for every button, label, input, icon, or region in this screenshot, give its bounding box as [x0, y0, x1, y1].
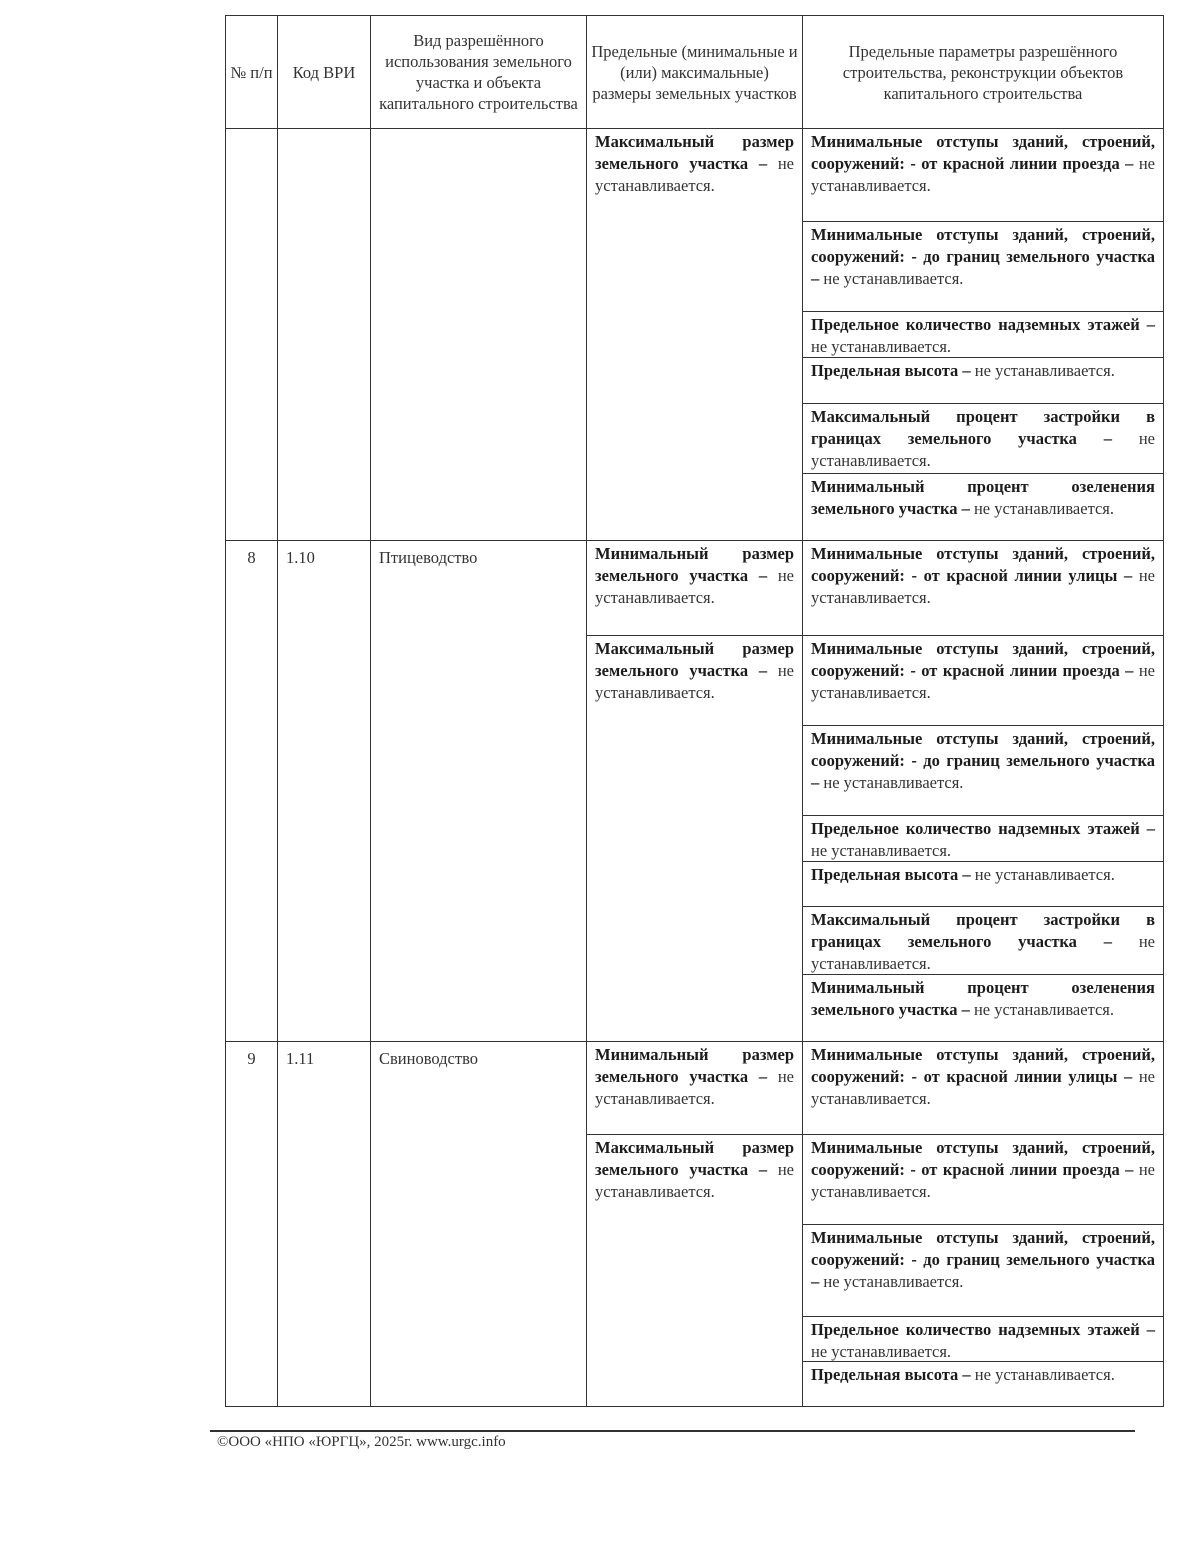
block-value: не устанавливается.: [823, 773, 964, 792]
block-sublabel: - от красной линии улицы –: [911, 1067, 1133, 1086]
block-sublabel: - до границ земельного участка –: [811, 1250, 1155, 1291]
params-cell-block: [803, 1224, 1163, 1316]
block-value: не устанавливается.: [595, 154, 794, 195]
block-sublabel: - от красной линии проезда –: [910, 661, 1134, 680]
params-cell-block: [803, 403, 1163, 473]
block-label: Минимальные отступы зданий, строений, сооружений:: [811, 729, 1155, 770]
block-label: Минимальный размер земельного участка –: [595, 1045, 794, 1086]
row-use-kind: Птицеводство: [371, 541, 587, 1042]
block-value: не устанавливается.: [595, 1160, 794, 1201]
size-cell-block: [587, 1042, 802, 1134]
params-cell-block: [803, 725, 1163, 815]
size-cell-block: [587, 129, 802, 540]
row-use-kind: [371, 129, 587, 541]
block-label: Минимальные отступы зданий, строений, сооружений:: [811, 544, 1155, 585]
block-value: не устанавливается.: [595, 661, 794, 702]
params-cell-block: [803, 1042, 1163, 1134]
table-header-row: [226, 16, 1164, 129]
table-row: [226, 129, 1164, 541]
table-body: [226, 129, 1164, 1407]
block-sublabel: - от красной линии проезда –: [910, 154, 1134, 173]
block-label: Минимальный процент озеленения земельного участка –: [811, 477, 1155, 518]
block-label: Предельное количество надземных этажей –: [811, 1320, 1155, 1339]
block-label: Минимальный процент озеленения земельного участка –: [811, 978, 1155, 1019]
block-value: не устанавливается.: [811, 661, 1155, 702]
block-label: Максимальный размер земельного участка –: [595, 639, 794, 680]
block-sublabel: - от красной линии улицы –: [911, 566, 1133, 585]
block-label: Предельная высота –: [811, 1365, 971, 1384]
block-label: Максимальный размер земельного участка –: [595, 132, 794, 173]
row-number: [226, 129, 278, 541]
params-cell-block: [803, 221, 1163, 311]
block-value: не устанавливается.: [811, 1160, 1155, 1201]
block-label: Предельная высота –: [811, 361, 971, 380]
size-cell: [587, 1042, 803, 1407]
block-value: не устанавливается.: [595, 566, 794, 607]
params-cell-block: [803, 815, 1163, 861]
params-cell: [803, 129, 1164, 541]
params-cell-block: [803, 473, 1163, 540]
block-value: не устанавливается.: [974, 361, 1115, 380]
block-value: не устанавливается.: [811, 1067, 1155, 1108]
row-code: [278, 129, 371, 541]
block-label: Минимальный размер земельного участка –: [595, 544, 794, 585]
size-cell-block: [587, 1134, 802, 1406]
block-value: не устанавливается.: [811, 154, 1155, 195]
block-label: Предельное количество надземных этажей –: [811, 315, 1155, 334]
table-row: [226, 541, 1164, 1042]
params-cell-block: [803, 1361, 1163, 1406]
size-cell: [587, 129, 803, 541]
block-label: Максимальный размер земельного участка –: [595, 1138, 794, 1179]
block-label: Минимальные отступы зданий, строений, сооружений:: [811, 1045, 1155, 1086]
params-cell-block: [803, 311, 1163, 357]
block-value: не устанавливается.: [811, 932, 1155, 973]
header-size: Предельные (минимальные и (или) максимальные) размеры земельных участков: [587, 16, 803, 129]
row-use-kind: Свиноводство: [371, 1042, 587, 1407]
size-cell-block: [587, 635, 802, 1041]
block-value: не устанавливается.: [974, 1365, 1115, 1384]
header-num: № п/п: [226, 16, 278, 129]
row-code: 1.11: [278, 1042, 371, 1407]
block-label: Минимальные отступы зданий, строений, сооружений:: [811, 639, 1155, 680]
block-label: Минимальные отступы зданий, строений, сооружений:: [811, 1138, 1155, 1179]
block-sublabel: - до границ земельного участка –: [811, 751, 1155, 792]
block-value: не устанавливается.: [973, 1000, 1115, 1019]
block-value: не устанавливается.: [823, 1272, 964, 1291]
block-label: Минимальные отступы зданий, строений, сооружений:: [811, 1228, 1155, 1269]
footer-divider: [210, 1430, 1135, 1432]
block-value: не устанавливается.: [823, 269, 964, 288]
row-number: 9: [226, 1042, 278, 1407]
block-sublabel: - от красной линии проезда –: [910, 1160, 1134, 1179]
params-cell-block: [803, 974, 1163, 1041]
block-value: не устанавливается.: [811, 566, 1155, 607]
params-cell-block: [803, 541, 1163, 635]
header-params: Предельные параметры разрешённого строительства, реконструкции объектов капитального строительства: [803, 16, 1164, 129]
block-label: Предельное количество надземных этажей –: [811, 819, 1155, 838]
params-cell-block: [803, 1134, 1163, 1224]
header-code: Код ВРИ: [278, 16, 371, 129]
table-row: [226, 1042, 1164, 1407]
params-cell-block: [803, 1316, 1163, 1361]
block-label: Максимальный процент застройки в границах земельного участка –: [811, 910, 1155, 951]
block-sublabel: - до границ земельного участка –: [811, 247, 1155, 288]
block-value: не устанавливается.: [811, 429, 1155, 470]
block-label: Максимальный процент застройки в границах земельного участка –: [811, 407, 1155, 448]
size-cell-block: [587, 541, 802, 635]
params-cell-block: [803, 861, 1163, 906]
size-cell: [587, 541, 803, 1042]
block-label: Предельная высота –: [811, 865, 971, 884]
block-value: не устанавливается.: [973, 499, 1115, 518]
block-label: Минимальные отступы зданий, строений, сооружений:: [811, 225, 1155, 266]
params-cell-block: [803, 906, 1163, 974]
params-cell: [803, 541, 1164, 1042]
params-cell-block: [803, 357, 1163, 403]
footer-copyright: ©ООО «НПО «ЮРГЦ», 2025г. www.urgc.info: [217, 1434, 506, 1450]
params-cell-block: [803, 635, 1163, 725]
header-kind: Вид разрешённого использования земельного участка и объекта капитального строительства: [371, 16, 587, 129]
row-number: 8: [226, 541, 278, 1042]
params-cell-block: [803, 129, 1163, 221]
params-cell: [803, 1042, 1164, 1407]
block-value: не устанавливается.: [811, 841, 952, 860]
block-value: не устанавливается.: [974, 865, 1115, 884]
regulations-table: [225, 15, 1164, 1407]
block-value: не устанавливается.: [811, 337, 952, 356]
block-value: не устанавливается.: [595, 1067, 794, 1108]
block-value: не устанавливается.: [811, 1342, 952, 1361]
block-label: Минимальные отступы зданий, строений, сооружений:: [811, 132, 1155, 173]
row-code: 1.10: [278, 541, 371, 1042]
